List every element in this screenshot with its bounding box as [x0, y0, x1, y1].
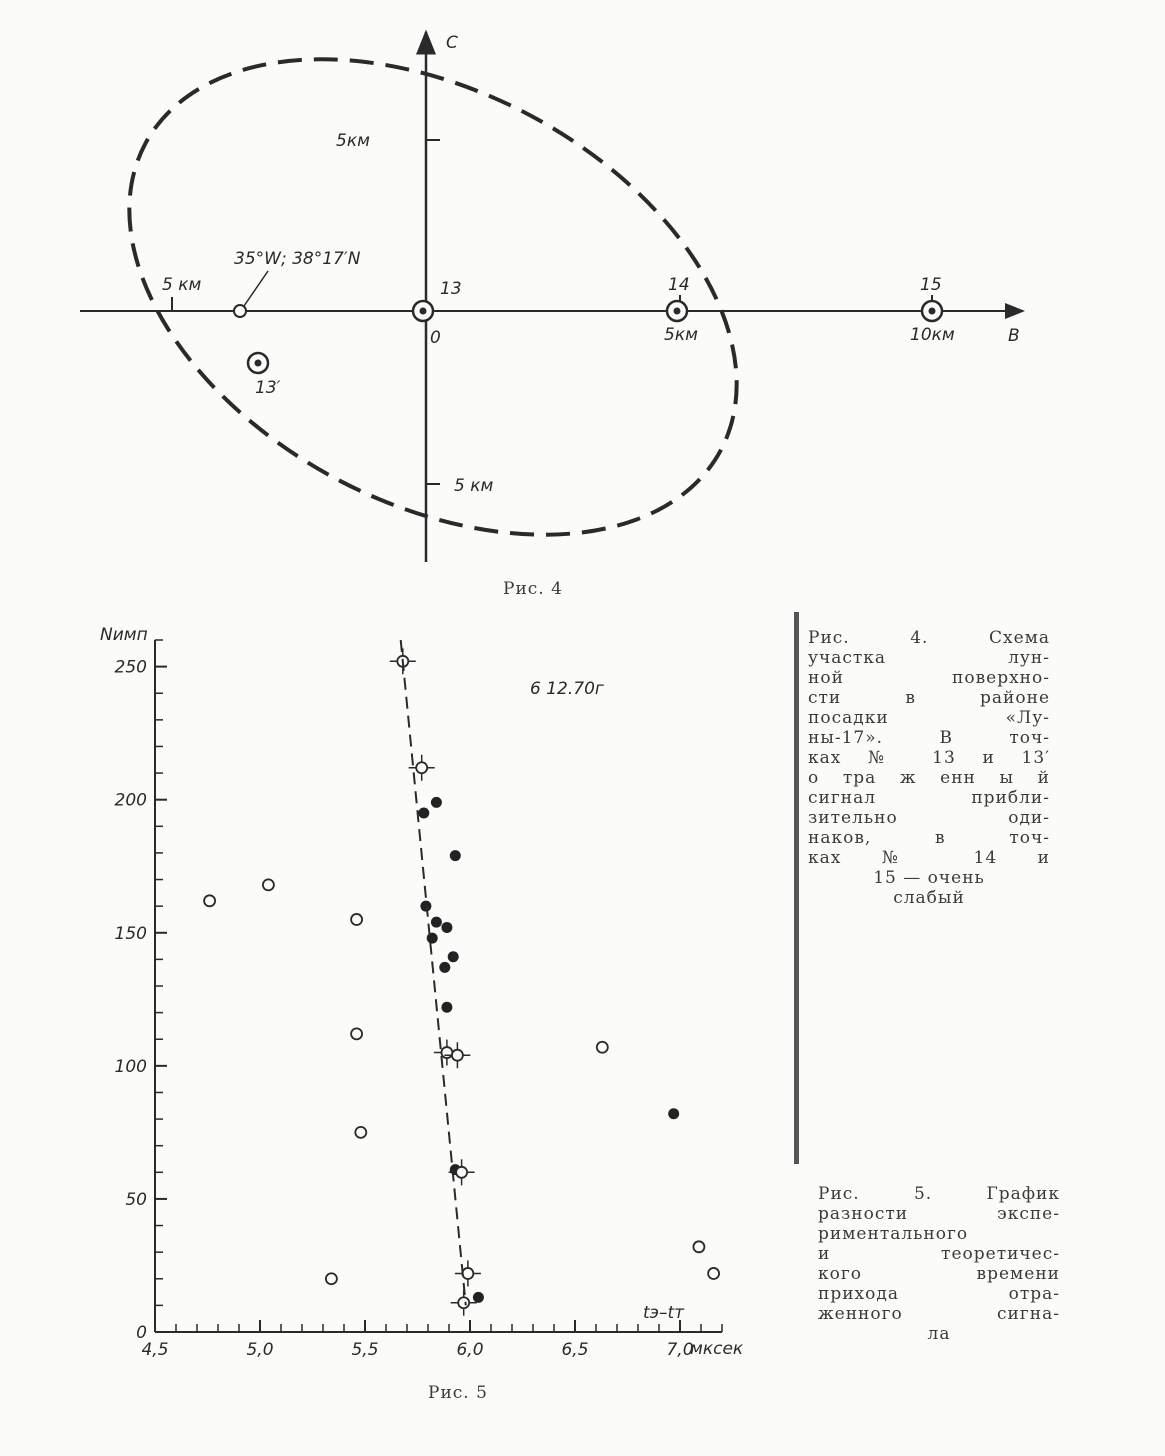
caption-5-line: и теоретичес- [818, 1244, 1060, 1264]
caption-4-line: о тра ж енн ы й [808, 768, 1050, 788]
point-13-label: 13 [440, 279, 462, 299]
x-unit-label: мксек [690, 1339, 744, 1359]
data-marks [204, 640, 719, 1316]
x-tick-label: 6,0 [456, 1340, 484, 1360]
open-point [708, 1268, 719, 1279]
figure-4-caption: Рис. 4 [503, 579, 563, 599]
point-15-distance: 10км [910, 325, 955, 345]
open-point [355, 1127, 366, 1138]
caption-5-line: разности экспе- [818, 1204, 1060, 1224]
caption-4-line: участка лун- [808, 648, 1050, 668]
y-minor-ticks [155, 640, 167, 1332]
caption-4-line: зительно оди- [808, 808, 1050, 828]
caption-4-line: наков, в точ- [808, 828, 1050, 848]
filled-point [427, 933, 438, 944]
cross-point [455, 1260, 481, 1286]
coordinate-label: 35°W; 38°17′N [234, 249, 361, 269]
open-point [351, 914, 362, 925]
open-point [204, 895, 215, 906]
y-tick-label: 100 [114, 1056, 147, 1077]
caption-4-line: ной поверхно- [808, 668, 1050, 688]
caption-4-line: 15 — очень [873, 868, 985, 888]
open-point [351, 1028, 362, 1039]
filled-point [439, 962, 450, 973]
point-13-prime-label: 13′ [255, 378, 281, 398]
cross-circle [462, 1268, 473, 1279]
caption-5-line: кого времени [818, 1264, 1060, 1284]
caption-4-line: ках № 14 и [808, 848, 1050, 868]
figure-5-chart [100, 625, 744, 1403]
south-tick-label: 5 км [454, 476, 494, 496]
x-axis-label: tэ–tт [643, 1303, 685, 1323]
filled-point [441, 922, 452, 933]
caption-5-line: Рис. 5. График [818, 1184, 1060, 1204]
open-point [693, 1241, 704, 1252]
caption-5-line: ла [927, 1324, 951, 1344]
open-point [326, 1273, 337, 1284]
figure-4 [48, 0, 1023, 632]
point-15 [922, 301, 942, 321]
north-tick-label: 5км [336, 131, 370, 151]
reference-point [234, 305, 246, 317]
caption-4-line: сти в районе [808, 688, 1050, 708]
filled-point [441, 1002, 452, 1013]
open-point [263, 879, 274, 890]
y-tick-label: 200 [114, 790, 147, 811]
caption-4-line: слабый [893, 888, 965, 908]
cross-circle [441, 1047, 452, 1058]
x-tick-labels [141, 1340, 693, 1360]
coordinate-leader [244, 271, 268, 306]
north-axis-label: С [446, 33, 458, 53]
point-14-distance: 5км [664, 325, 698, 345]
x-minor-ticks [155, 1320, 722, 1332]
caption-4-line: ны-17». В точ- [808, 728, 1050, 748]
filled-point [418, 808, 429, 819]
filled-point [431, 797, 442, 808]
filled-point [473, 1292, 484, 1303]
caption-5-line: женного сигна- [818, 1304, 1060, 1324]
figure-5-side-caption [818, 1184, 1060, 1344]
filled-point [448, 951, 459, 962]
filled-point [668, 1108, 679, 1119]
y-tick-label: 150 [114, 923, 147, 944]
caption-4-line: посадки «Лу- [808, 708, 1050, 728]
x-tick-label: 7,0 [666, 1340, 694, 1360]
x-tick-label: 6,5 [561, 1340, 589, 1360]
trend-line [401, 640, 466, 1305]
origin-label: 0 [430, 328, 441, 348]
cross-circle [416, 762, 427, 773]
figure-4-side-caption [808, 628, 1050, 908]
caption-5-line: риментального [818, 1224, 969, 1244]
point-14-label: 14 [668, 275, 690, 295]
point-13-prime [248, 353, 268, 373]
point-15-label: 15 [920, 275, 942, 295]
figure-5-caption: Рис. 5 [428, 1383, 488, 1403]
caption-4-line: Рис. 4. Схема [808, 628, 1050, 648]
point-14 [667, 301, 687, 321]
filled-point [431, 917, 442, 928]
filled-point [450, 850, 461, 861]
west-tick-label: 5 км [162, 275, 202, 295]
y-tick-labels [115, 658, 147, 1343]
east-axis-label: В [1008, 326, 1020, 346]
x-tick-label: 5,0 [246, 1340, 274, 1360]
y-tick-label: 250 [114, 657, 147, 678]
point-13 [413, 301, 433, 321]
cross-circle [456, 1167, 467, 1178]
y-tick-label: 50 [125, 1189, 147, 1210]
y-tick-label: 0 [136, 1323, 147, 1343]
cross-circle [452, 1050, 463, 1061]
x-tick-label: 5,5 [351, 1340, 379, 1360]
x-tick-label: 4,5 [141, 1340, 169, 1360]
y-axis-label: Nимп [100, 625, 148, 645]
caption-4-line: ках № 13 и 13′ [808, 748, 1050, 768]
cross-circle [458, 1297, 469, 1308]
open-point [597, 1042, 608, 1053]
caption-rule [794, 612, 799, 1164]
cross-point [444, 1042, 470, 1068]
caption-4-line: сигнал прибли- [808, 788, 1050, 808]
chart-date-label: 6 12.70г [530, 679, 604, 699]
caption-5-line: прихода отра- [818, 1284, 1060, 1304]
